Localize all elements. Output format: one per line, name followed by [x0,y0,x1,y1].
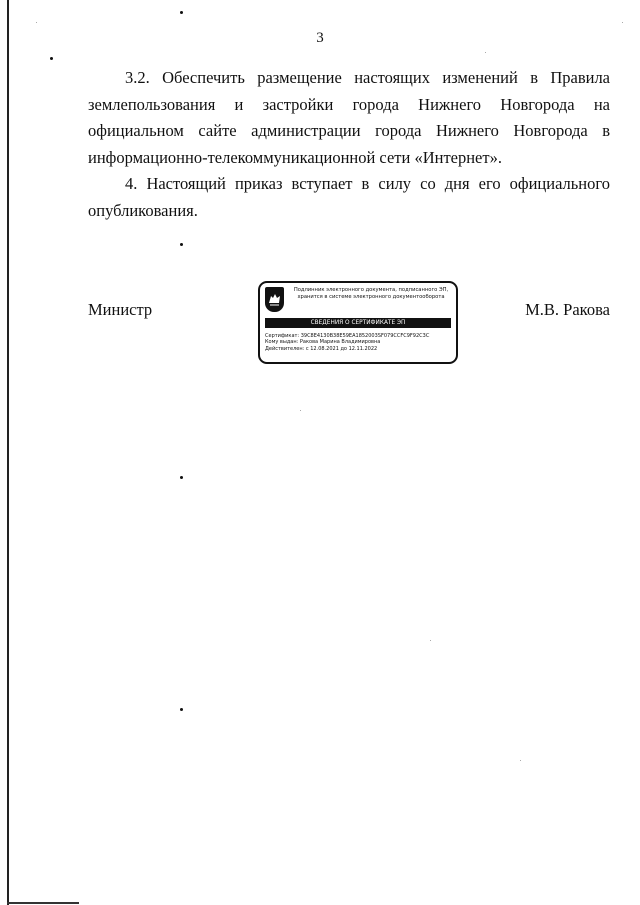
scan-speck [622,22,623,23]
validity-row [265,346,453,352]
signer-name: М.В. Ракова [525,300,610,319]
issued-to-label: Кому выдан: [265,339,299,346]
scan-dot [180,243,183,246]
scan-speck [485,52,486,53]
scan-dot [180,476,183,479]
scan-speck [300,410,301,411]
signer-title: Министр [88,300,153,319]
scan-dot [180,11,183,14]
validity-label: Действителен: [265,345,305,352]
certificate-value: 39C8E4130B38E59EA1852003SF079CCFC9F92C3C [300,333,430,339]
scan-bottom-edge [7,902,79,904]
scan-dot [180,708,183,711]
certificate-label: Сертификат: [265,333,300,339]
paragraph-4: 4. Настоящий приказ вступает в силу со дня его официального опубликования. [88,174,610,220]
stamp-note: Подлинник электронного документа, подписанного ЭП, хранится в системе электронного документооборота [293,287,449,300]
issued-to-value: Ракова Марина Владимировна [299,339,381,346]
paragraph-3-2: 3.2. Обеспечить размещение настоящих изменений в Правила землепользования и застройки города Нижнего Новгорода на официальном сайте администрации города Нижнего Новгорода в информационно-телекоммуникационной сети «Интернет». [88,68,610,167]
scan-dot [50,57,53,60]
stamp-details [265,333,453,352]
scan-left-edge [7,0,9,905]
scan-speck [520,760,521,761]
validity-value: с 12.08.2021 до 12.11.2022 [305,345,378,352]
scan-speck [36,22,37,23]
electronic-signature-stamp [258,281,458,364]
scan-speck [430,640,431,641]
stamp-header: СВЕДЕНИЯ О СЕРТИФИКАТЕ ЭП [265,318,451,328]
page-number: 3 [316,30,324,46]
coat-of-arms-icon [265,287,284,312]
